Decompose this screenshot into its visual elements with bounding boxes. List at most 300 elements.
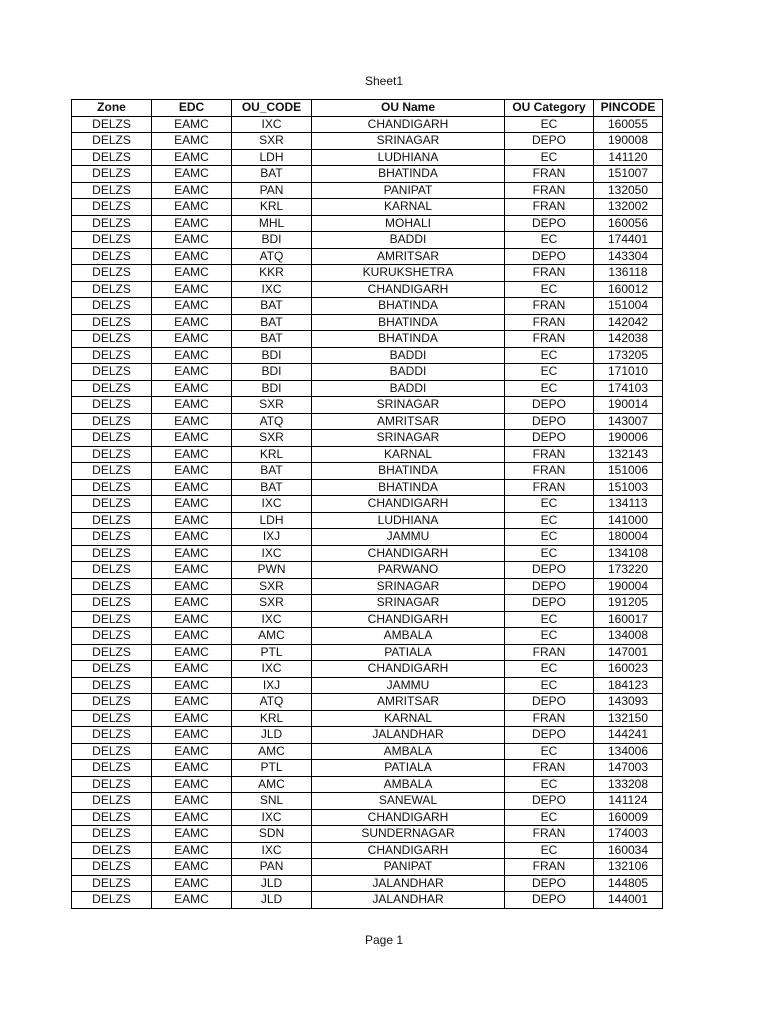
cell-ou-category: FRAN: [505, 644, 594, 661]
cell-ou-category: EC: [505, 529, 594, 546]
cell-ou-category: EC: [505, 364, 594, 381]
cell-edc: EAMC: [152, 512, 232, 529]
cell-zone: DELZS: [72, 661, 152, 678]
cell-ou-code: ATQ: [232, 694, 312, 711]
cell-ou-name: BHATINDA: [312, 479, 505, 496]
cell-ou-category: FRAN: [505, 826, 594, 843]
cell-ou-name: SRINAGAR: [312, 397, 505, 414]
cell-edc: EAMC: [152, 661, 232, 678]
cell-ou-name: AMRITSAR: [312, 413, 505, 430]
cell-edc: EAMC: [152, 166, 232, 183]
cell-ou-code: SXR: [232, 595, 312, 612]
cell-edc: EAMC: [152, 116, 232, 133]
table-row: [72, 595, 663, 612]
table-row: [72, 859, 663, 876]
cell-pincode: 132143: [594, 446, 663, 463]
cell-ou-name: KARNAL: [312, 710, 505, 727]
header-row: [72, 100, 663, 117]
table-row: [72, 446, 663, 463]
cell-edc: EAMC: [152, 611, 232, 628]
cell-edc: EAMC: [152, 545, 232, 562]
cell-ou-name: JALANDHAR: [312, 875, 505, 892]
table-row: [72, 529, 663, 546]
cell-pincode: 142042: [594, 314, 663, 331]
cell-ou-category: EC: [505, 149, 594, 166]
cell-zone: DELZS: [72, 380, 152, 397]
cell-ou-category: EC: [505, 661, 594, 678]
cell-ou-category: FRAN: [505, 331, 594, 348]
header-ou-category: OU Category: [505, 100, 594, 117]
cell-zone: DELZS: [72, 529, 152, 546]
cell-pincode: 134006: [594, 743, 663, 760]
cell-ou-name: CHANDIGARH: [312, 809, 505, 826]
cell-pincode: 143093: [594, 694, 663, 711]
cell-zone: DELZS: [72, 545, 152, 562]
cell-ou-name: SRINAGAR: [312, 595, 505, 612]
cell-zone: DELZS: [72, 413, 152, 430]
cell-ou-code: KRL: [232, 446, 312, 463]
cell-ou-name: SRINAGAR: [312, 430, 505, 447]
cell-zone: DELZS: [72, 166, 152, 183]
cell-ou-category: EC: [505, 380, 594, 397]
cell-zone: DELZS: [72, 364, 152, 381]
table-row: [72, 149, 663, 166]
cell-ou-category: EC: [505, 496, 594, 513]
cell-edc: EAMC: [152, 875, 232, 892]
cell-ou-code: PAN: [232, 859, 312, 876]
cell-ou-code: BAT: [232, 166, 312, 183]
cell-edc: EAMC: [152, 677, 232, 694]
cell-edc: EAMC: [152, 776, 232, 793]
cell-pincode: 160017: [594, 611, 663, 628]
cell-ou-code: KKR: [232, 265, 312, 282]
cell-ou-category: FRAN: [505, 298, 594, 315]
cell-zone: DELZS: [72, 776, 152, 793]
cell-zone: DELZS: [72, 347, 152, 364]
cell-edc: EAMC: [152, 199, 232, 216]
table-row: [72, 562, 663, 579]
cell-ou-code: BAT: [232, 479, 312, 496]
cell-zone: DELZS: [72, 430, 152, 447]
cell-pincode: 141120: [594, 149, 663, 166]
cell-ou-code: ATQ: [232, 248, 312, 265]
cell-ou-code: BDI: [232, 232, 312, 249]
cell-ou-name: CHANDIGARH: [312, 842, 505, 859]
cell-zone: DELZS: [72, 710, 152, 727]
cell-edc: EAMC: [152, 628, 232, 645]
cell-ou-category: DEPO: [505, 595, 594, 612]
cell-pincode: 151003: [594, 479, 663, 496]
cell-edc: EAMC: [152, 182, 232, 199]
cell-edc: EAMC: [152, 842, 232, 859]
cell-edc: EAMC: [152, 743, 232, 760]
cell-ou-name: SANEWAL: [312, 793, 505, 810]
cell-edc: EAMC: [152, 314, 232, 331]
cell-pincode: 143007: [594, 413, 663, 430]
table-header: [72, 100, 663, 117]
cell-ou-category: FRAN: [505, 859, 594, 876]
sheet-title: Sheet1: [364, 74, 404, 88]
cell-ou-name: LUDHIANA: [312, 149, 505, 166]
cell-ou-category: FRAN: [505, 446, 594, 463]
cell-ou-code: IXC: [232, 661, 312, 678]
table-row: [72, 281, 663, 298]
cell-edc: EAMC: [152, 413, 232, 430]
cell-ou-code: IXC: [232, 611, 312, 628]
cell-edc: EAMC: [152, 809, 232, 826]
cell-ou-name: PATIALA: [312, 644, 505, 661]
cell-ou-code: PTL: [232, 760, 312, 777]
cell-ou-code: IXC: [232, 496, 312, 513]
cell-ou-category: FRAN: [505, 710, 594, 727]
cell-zone: DELZS: [72, 479, 152, 496]
cell-zone: DELZS: [72, 331, 152, 348]
cell-ou-name: PANIPAT: [312, 859, 505, 876]
cell-zone: DELZS: [72, 182, 152, 199]
table-row: [72, 512, 663, 529]
cell-ou-name: JALANDHAR: [312, 727, 505, 744]
cell-ou-code: SNL: [232, 793, 312, 810]
table-row: [72, 628, 663, 645]
cell-zone: DELZS: [72, 644, 152, 661]
cell-zone: DELZS: [72, 463, 152, 480]
cell-ou-category: EC: [505, 281, 594, 298]
table-row: [72, 413, 663, 430]
cell-ou-code: IXJ: [232, 529, 312, 546]
table-row: [72, 677, 663, 694]
cell-pincode: 134008: [594, 628, 663, 645]
cell-ou-name: CHANDIGARH: [312, 611, 505, 628]
cell-zone: DELZS: [72, 314, 152, 331]
table-row: [72, 133, 663, 150]
cell-pincode: 134108: [594, 545, 663, 562]
cell-zone: DELZS: [72, 727, 152, 744]
cell-zone: DELZS: [72, 892, 152, 909]
cell-pincode: 173205: [594, 347, 663, 364]
cell-edc: EAMC: [152, 347, 232, 364]
cell-zone: DELZS: [72, 298, 152, 315]
cell-pincode: 174003: [594, 826, 663, 843]
cell-edc: EAMC: [152, 232, 232, 249]
cell-ou-name: KARNAL: [312, 199, 505, 216]
cell-zone: DELZS: [72, 281, 152, 298]
cell-pincode: 141124: [594, 793, 663, 810]
cell-edc: EAMC: [152, 710, 232, 727]
cell-pincode: 132050: [594, 182, 663, 199]
cell-ou-code: SXR: [232, 133, 312, 150]
cell-ou-code: SXR: [232, 578, 312, 595]
cell-ou-code: IXC: [232, 545, 312, 562]
cell-pincode: 190014: [594, 397, 663, 414]
cell-ou-category: FRAN: [505, 182, 594, 199]
table-row: [72, 760, 663, 777]
table-row: [72, 710, 663, 727]
cell-ou-code: PTL: [232, 644, 312, 661]
cell-ou-code: SXR: [232, 397, 312, 414]
table-row: [72, 182, 663, 199]
cell-ou-category: EC: [505, 677, 594, 694]
cell-ou-code: KRL: [232, 199, 312, 216]
cell-pincode: 132150: [594, 710, 663, 727]
cell-ou-name: BHATINDA: [312, 314, 505, 331]
cell-ou-category: DEPO: [505, 892, 594, 909]
cell-ou-category: DEPO: [505, 875, 594, 892]
cell-zone: DELZS: [72, 611, 152, 628]
cell-edc: EAMC: [152, 331, 232, 348]
cell-ou-code: AMC: [232, 776, 312, 793]
cell-pincode: 174103: [594, 380, 663, 397]
header-edc: EDC: [152, 100, 232, 117]
cell-edc: EAMC: [152, 149, 232, 166]
cell-edc: EAMC: [152, 760, 232, 777]
cell-edc: EAMC: [152, 727, 232, 744]
table-row: [72, 793, 663, 810]
cell-ou-name: AMBALA: [312, 743, 505, 760]
cell-edc: EAMC: [152, 496, 232, 513]
table-row: [72, 644, 663, 661]
cell-edc: EAMC: [152, 265, 232, 282]
page-number: Page 1: [364, 933, 404, 947]
cell-ou-name: KURUKSHETRA: [312, 265, 505, 282]
cell-edc: EAMC: [152, 562, 232, 579]
cell-ou-name: JALANDHAR: [312, 892, 505, 909]
cell-ou-name: KARNAL: [312, 446, 505, 463]
cell-pincode: 151004: [594, 298, 663, 315]
cell-ou-name: BADDI: [312, 232, 505, 249]
table-row: [72, 611, 663, 628]
cell-ou-name: CHANDIGARH: [312, 116, 505, 133]
cell-edc: EAMC: [152, 595, 232, 612]
table-row: [72, 578, 663, 595]
cell-edc: EAMC: [152, 694, 232, 711]
table-row: [72, 842, 663, 859]
table-row: [72, 248, 663, 265]
cell-ou-name: BADDI: [312, 380, 505, 397]
table-row: [72, 265, 663, 282]
table-row: [72, 776, 663, 793]
cell-zone: DELZS: [72, 875, 152, 892]
cell-pincode: 136118: [594, 265, 663, 282]
cell-ou-category: EC: [505, 628, 594, 645]
cell-ou-name: AMRITSAR: [312, 248, 505, 265]
cell-edc: EAMC: [152, 578, 232, 595]
cell-ou-name: SRINAGAR: [312, 578, 505, 595]
cell-ou-category: FRAN: [505, 199, 594, 216]
cell-ou-code: JLD: [232, 875, 312, 892]
cell-ou-code: IXC: [232, 116, 312, 133]
table-row: [72, 430, 663, 447]
table-row: [72, 116, 663, 133]
cell-zone: DELZS: [72, 133, 152, 150]
cell-ou-name: CHANDIGARH: [312, 545, 505, 562]
cell-pincode: 144241: [594, 727, 663, 744]
header-pincode: PINCODE: [594, 100, 663, 117]
table-row: [72, 875, 663, 892]
cell-zone: DELZS: [72, 743, 152, 760]
cell-edc: EAMC: [152, 397, 232, 414]
table-row: [72, 331, 663, 348]
data-table: [71, 99, 663, 909]
cell-pincode: 143304: [594, 248, 663, 265]
cell-zone: DELZS: [72, 760, 152, 777]
cell-ou-category: EC: [505, 232, 594, 249]
cell-ou-category: DEPO: [505, 397, 594, 414]
cell-zone: DELZS: [72, 809, 152, 826]
cell-pincode: 151007: [594, 166, 663, 183]
cell-edc: EAMC: [152, 892, 232, 909]
table-row: [72, 496, 663, 513]
cell-ou-name: BADDI: [312, 347, 505, 364]
cell-ou-name: JAMMU: [312, 529, 505, 546]
cell-edc: EAMC: [152, 793, 232, 810]
cell-zone: DELZS: [72, 562, 152, 579]
table-row: [72, 397, 663, 414]
cell-ou-category: DEPO: [505, 215, 594, 232]
cell-edc: EAMC: [152, 430, 232, 447]
cell-pincode: 171010: [594, 364, 663, 381]
cell-edc: EAMC: [152, 529, 232, 546]
cell-zone: DELZS: [72, 199, 152, 216]
cell-ou-category: DEPO: [505, 727, 594, 744]
cell-ou-code: MHL: [232, 215, 312, 232]
cell-pincode: 132106: [594, 859, 663, 876]
table-row: [72, 479, 663, 496]
cell-ou-name: PARWANO: [312, 562, 505, 579]
cell-zone: DELZS: [72, 446, 152, 463]
cell-ou-code: BDI: [232, 347, 312, 364]
cell-ou-category: DEPO: [505, 430, 594, 447]
cell-pincode: 132002: [594, 199, 663, 216]
cell-zone: DELZS: [72, 496, 152, 513]
table-row: [72, 314, 663, 331]
cell-ou-code: IXC: [232, 281, 312, 298]
cell-ou-name: CHANDIGARH: [312, 496, 505, 513]
cell-ou-code: SDN: [232, 826, 312, 843]
cell-ou-name: JAMMU: [312, 677, 505, 694]
cell-pincode: 190004: [594, 578, 663, 595]
cell-zone: DELZS: [72, 595, 152, 612]
cell-ou-category: FRAN: [505, 166, 594, 183]
cell-ou-name: CHANDIGARH: [312, 661, 505, 678]
cell-edc: EAMC: [152, 859, 232, 876]
cell-pincode: 190006: [594, 430, 663, 447]
cell-ou-name: SUNDERNAGAR: [312, 826, 505, 843]
cell-pincode: 144001: [594, 892, 663, 909]
cell-ou-category: FRAN: [505, 463, 594, 480]
cell-pincode: 160023: [594, 661, 663, 678]
table-row: [72, 826, 663, 843]
cell-ou-category: DEPO: [505, 694, 594, 711]
table-row: [72, 199, 663, 216]
cell-pincode: 160009: [594, 809, 663, 826]
cell-ou-code: BAT: [232, 314, 312, 331]
cell-ou-category: FRAN: [505, 314, 594, 331]
table-row: [72, 380, 663, 397]
cell-ou-category: EC: [505, 776, 594, 793]
cell-zone: DELZS: [72, 232, 152, 249]
table-row: [72, 232, 663, 249]
cell-ou-code: AMC: [232, 628, 312, 645]
cell-pincode: 142038: [594, 331, 663, 348]
cell-ou-code: IXC: [232, 809, 312, 826]
cell-pincode: 147003: [594, 760, 663, 777]
cell-zone: DELZS: [72, 859, 152, 876]
cell-ou-name: LUDHIANA: [312, 512, 505, 529]
cell-pincode: 160012: [594, 281, 663, 298]
table-row: [72, 809, 663, 826]
cell-ou-code: JLD: [232, 727, 312, 744]
cell-ou-code: KRL: [232, 710, 312, 727]
cell-ou-code: PWN: [232, 562, 312, 579]
table-row: [72, 166, 663, 183]
cell-ou-category: EC: [505, 842, 594, 859]
cell-zone: DELZS: [72, 116, 152, 133]
cell-ou-category: DEPO: [505, 578, 594, 595]
cell-ou-name: AMRITSAR: [312, 694, 505, 711]
cell-pincode: 191205: [594, 595, 663, 612]
cell-ou-category: DEPO: [505, 248, 594, 265]
cell-zone: DELZS: [72, 628, 152, 645]
table-row: [72, 215, 663, 232]
cell-pincode: 147001: [594, 644, 663, 661]
cell-ou-code: LDH: [232, 149, 312, 166]
cell-ou-category: DEPO: [505, 133, 594, 150]
cell-pincode: 160034: [594, 842, 663, 859]
cell-edc: EAMC: [152, 463, 232, 480]
cell-pincode: 184123: [594, 677, 663, 694]
cell-ou-code: SXR: [232, 430, 312, 447]
cell-zone: DELZS: [72, 512, 152, 529]
cell-ou-name: PANIPAT: [312, 182, 505, 199]
cell-ou-code: AMC: [232, 743, 312, 760]
cell-edc: EAMC: [152, 133, 232, 150]
cell-pincode: 141000: [594, 512, 663, 529]
cell-ou-code: LDH: [232, 512, 312, 529]
cell-ou-code: JLD: [232, 892, 312, 909]
cell-edc: EAMC: [152, 479, 232, 496]
cell-ou-category: EC: [505, 743, 594, 760]
cell-ou-code: BDI: [232, 380, 312, 397]
cell-ou-category: FRAN: [505, 479, 594, 496]
cell-pincode: 133208: [594, 776, 663, 793]
header-ou-name: OU Name: [312, 100, 505, 117]
cell-ou-code: PAN: [232, 182, 312, 199]
cell-ou-name: BHATINDA: [312, 331, 505, 348]
cell-ou-code: BDI: [232, 364, 312, 381]
table-row: [72, 347, 663, 364]
cell-zone: DELZS: [72, 149, 152, 166]
cell-ou-name: CHANDIGARH: [312, 281, 505, 298]
table-row: [72, 661, 663, 678]
table-row: [72, 727, 663, 744]
cell-ou-name: BHATINDA: [312, 463, 505, 480]
cell-edc: EAMC: [152, 826, 232, 843]
table-row: [72, 694, 663, 711]
cell-ou-category: EC: [505, 545, 594, 562]
cell-ou-code: IXJ: [232, 677, 312, 694]
cell-ou-category: EC: [505, 809, 594, 826]
cell-ou-name: AMBALA: [312, 628, 505, 645]
cell-ou-name: BHATINDA: [312, 298, 505, 315]
cell-pincode: 160055: [594, 116, 663, 133]
header-zone: Zone: [72, 100, 152, 117]
cell-ou-name: BADDI: [312, 364, 505, 381]
cell-ou-name: BHATINDA: [312, 166, 505, 183]
cell-ou-code: BAT: [232, 298, 312, 315]
cell-pincode: 174401: [594, 232, 663, 249]
cell-zone: DELZS: [72, 842, 152, 859]
cell-zone: DELZS: [72, 826, 152, 843]
